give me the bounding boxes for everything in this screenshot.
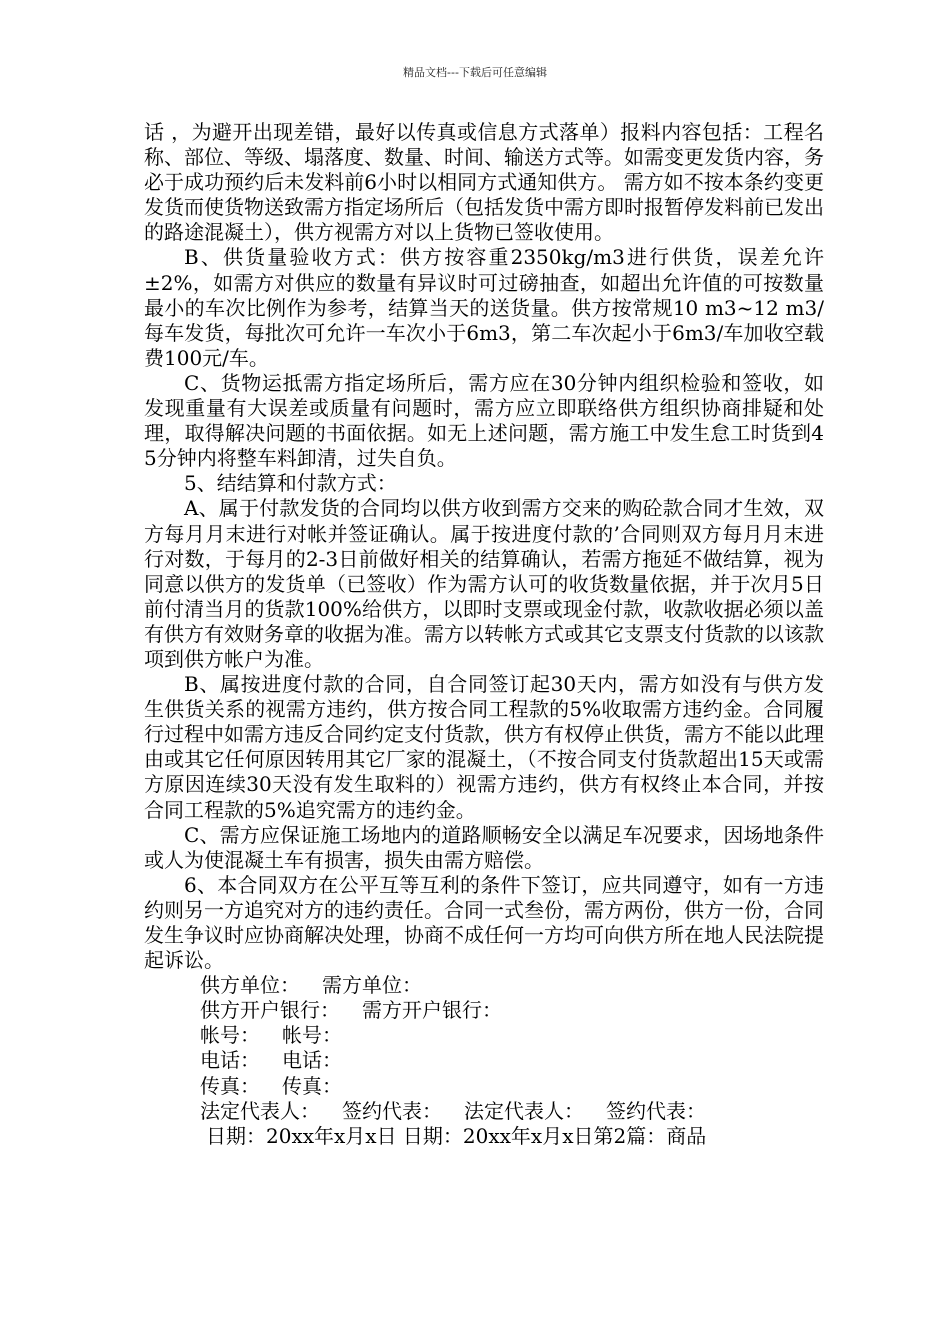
signature-account-line <box>144 1023 824 1048</box>
section-heading-settlement: 5、结结算和付款方式： <box>184 471 397 496</box>
paragraph-payment-c: C、需方应保证施工场地内的道路顺畅安全以满足车况要求，因场地条件或人为使混凝土车有损害，损失由需方赔偿。 <box>144 822 824 872</box>
buyer-unit-label: 需方单位： <box>322 973 422 998</box>
supplier-unit-label: 供方单位： <box>200 973 300 998</box>
document-body <box>144 120 824 1149</box>
supplier-bank-label: 供方开户银行： <box>200 998 340 1023</box>
signature-unit-line <box>144 973 824 998</box>
supplier-signing-rep-label: 签约代表： <box>342 1098 442 1123</box>
supplier-account-label: 帐号： <box>200 1023 260 1048</box>
paragraph-quantity-acceptance: B、供货量验收方式：供方按容重2350kg/m3进行供货，误差允许±2%，如需方对供应的数量有异议时可过磅抽查，如超出允许值的可按数量最小的车次比例作为参考，结算当天的送货量。供方按常规10 m3~12 m3/每车发货，每批次可允许一车次小于6m3，第二车次起小于6m3/车加收空载费100元/车。 <box>144 245 824 370</box>
paragraph-agreement: 6、本合同双方在公平互等互利的条件下签订，应共同遵守，如有一方违约则另一方追究对方的违约责任。合同一式叁份，需方两份，供方一份，合同发生争议时应协商解决处理，协商不成任何一方均可向供方所在地人民法院提起诉讼。 <box>144 872 824 973</box>
paragraph-payment-b: B、属按进度付款的合同，自合同签订起30天内，需方如没有与供方发生供货关系的视需方违约，供方按合同工程款的5%收取需方违约金。合同履行过程中如需方违反合同约定支付货款，供方有权停止供货，需方不能以此理由或其它任何原因转用其它厂家的混凝土，（不按合同支付货款超出15天或需方原因连续30天没有发生取料的）视需方违约，供方有权终止本合同，并按合同工程款的5%追究需方的违约金。 <box>144 672 824 822</box>
signature-bank-line <box>144 998 824 1023</box>
signature-fax-line <box>144 1074 824 1099</box>
supplier-legal-rep-label: 法定代表人： <box>200 1098 320 1123</box>
buyer-account-label: 帐号： <box>282 1023 342 1048</box>
paragraph-payment-a: A、属于付款发货的合同均以供方收到需方交来的购砼款合同才生效，双方每月月末进行对帐并签证确认。属于按进度付款的’合同则双方每月月末进行对数，于每月的2-3日前做好相关的结算确认，若需方拖延不做结算，视为同意以供方的发货单（已签收）作为需方认可的收货数量依据，并于次月5日前付清当月的货款100%给供方，以即时支票或现金付款，收款收据必须以盖有供方有效财务章的收据为准。需方以转帐方式或其它支票支付货款的以该款项到供方帐户为准。 <box>144 496 824 671</box>
signature-block <box>144 973 824 1149</box>
page-header: 精品文档---下载后可任意编辑 <box>403 66 547 79</box>
supplier-phone-label: 电话： <box>200 1048 260 1073</box>
signature-phone-line <box>144 1048 824 1073</box>
buyer-fax-label: 传真： <box>282 1073 342 1098</box>
buyer-legal-rep-label: 法定代表人： <box>464 1098 584 1123</box>
paragraph-inspection: C、货物运抵需方指定场所后，需方应在30分钟内组织检验和签收，如发现重量有大误差或质量有问题时，需方应立即联络供方组织协商排疑和处理，取得解决问题的书面依据。如无上述问题，需方施工中发生怠工时货到45分钟内将整车料卸清，过失自负。 <box>144 370 824 471</box>
signature-date-line: 日期：20xx年x月x日 日期：20xx年x月x日第2篇：商品 <box>206 1123 707 1148</box>
signature-representatives-line <box>144 1099 824 1124</box>
supplier-fax-label: 传真： <box>200 1073 260 1098</box>
buyer-bank-label: 需方开户银行： <box>362 998 502 1023</box>
paragraph-continuation: 话 ，为避开出现差错，最好以传真或信息方式落单）报料内容包括：工程名称、部位、等级、塌落度、数量、时间、输送方式等。如需变更发货内容，务必于成功预约后未发料前6小时以相同方式通知供方。 需方如不按本条约变更发货而使货物送致需方指定场所后（包括发货中需方即时报暂停发料前已发出的路途混凝土），供方视需方对以上货物已签收使用。 <box>144 120 824 245</box>
buyer-signing-rep-label: 签约代表： <box>606 1098 706 1123</box>
buyer-phone-label: 电话： <box>282 1048 342 1073</box>
